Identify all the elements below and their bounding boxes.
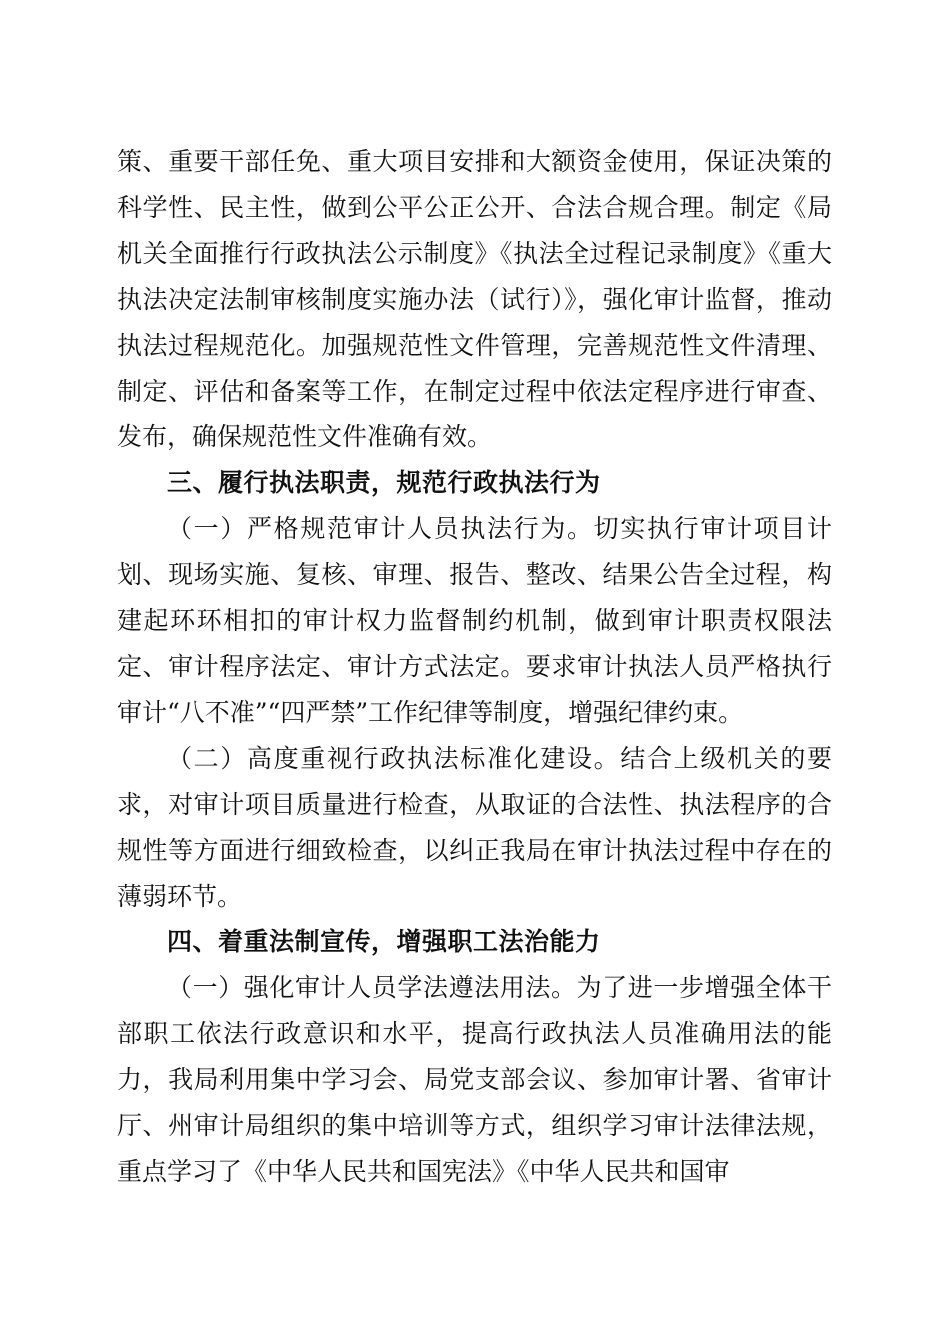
subsection-paragraph xyxy=(117,736,832,920)
subsection-paragraph xyxy=(117,965,832,1195)
subsection-paragraph xyxy=(117,506,832,736)
subsection-body: 为了进一步增强全体干部职工依法行政意识和水平，提高行政执法人员准确用法的能力，我局利用集中学习会、局党支部会议、参加审计署、省审计厅、州审计局组织的集中培训等方式，组织学习审计法律法规，重点学习了《中华人民共和国宪法》《中华人民共和国审 xyxy=(117,973,832,1186)
document-page xyxy=(117,139,832,1195)
section-heading: 三、履行执法职责，规范行政执法行为 xyxy=(167,468,601,498)
section-heading: 四、着重法制宣传，增强职工法治能力 xyxy=(167,927,601,957)
subsection-title: （一）严格规范审计人员执法行为。 xyxy=(167,514,594,544)
subsection-title: （二）高度重视行政执法标准化建设。 xyxy=(167,743,621,773)
subsection-title: （一）强化审计人员学法遵法用法。 xyxy=(167,973,577,1003)
subsection-body: 结合上级机关的要求，对审计项目质量进行检查，从取证的合法性、执法程序的合规性等方面进行细致检查，以纠正我局在审计执法过程中存在的薄弱环节。 xyxy=(117,743,832,911)
body-paragraph: 策、重要干部任免、重大项目安排和大额资金使用，保证决策的科学性、民主性，做到公平公正公开、合法合规合理。制定《局机关全面推行行政执法公示制度》《执法全过程记录制度》《重大执法决定法制审核制度实施办法（试行）》，强化审计监督，推动执法过程规范化。加强规范性文件管理，完善规范性文件清理、制定、评估和备案等工作，在制定过程中依法定程序进行审查、发布，确保规范性文件准确有效。 xyxy=(117,147,832,452)
subsection-body: 切实执行审计项目计划、现场实施、复核、审理、报告、整改、结果公告全过程，构建起环环相扣的审计权力监督制约机制，做到审计职责权限法定、审计程序法定、审计方式法定。要求审计执法人员严格执行审计“八不准”“四严禁”工作纪律等制度，增强纪律约束。 xyxy=(117,514,832,727)
